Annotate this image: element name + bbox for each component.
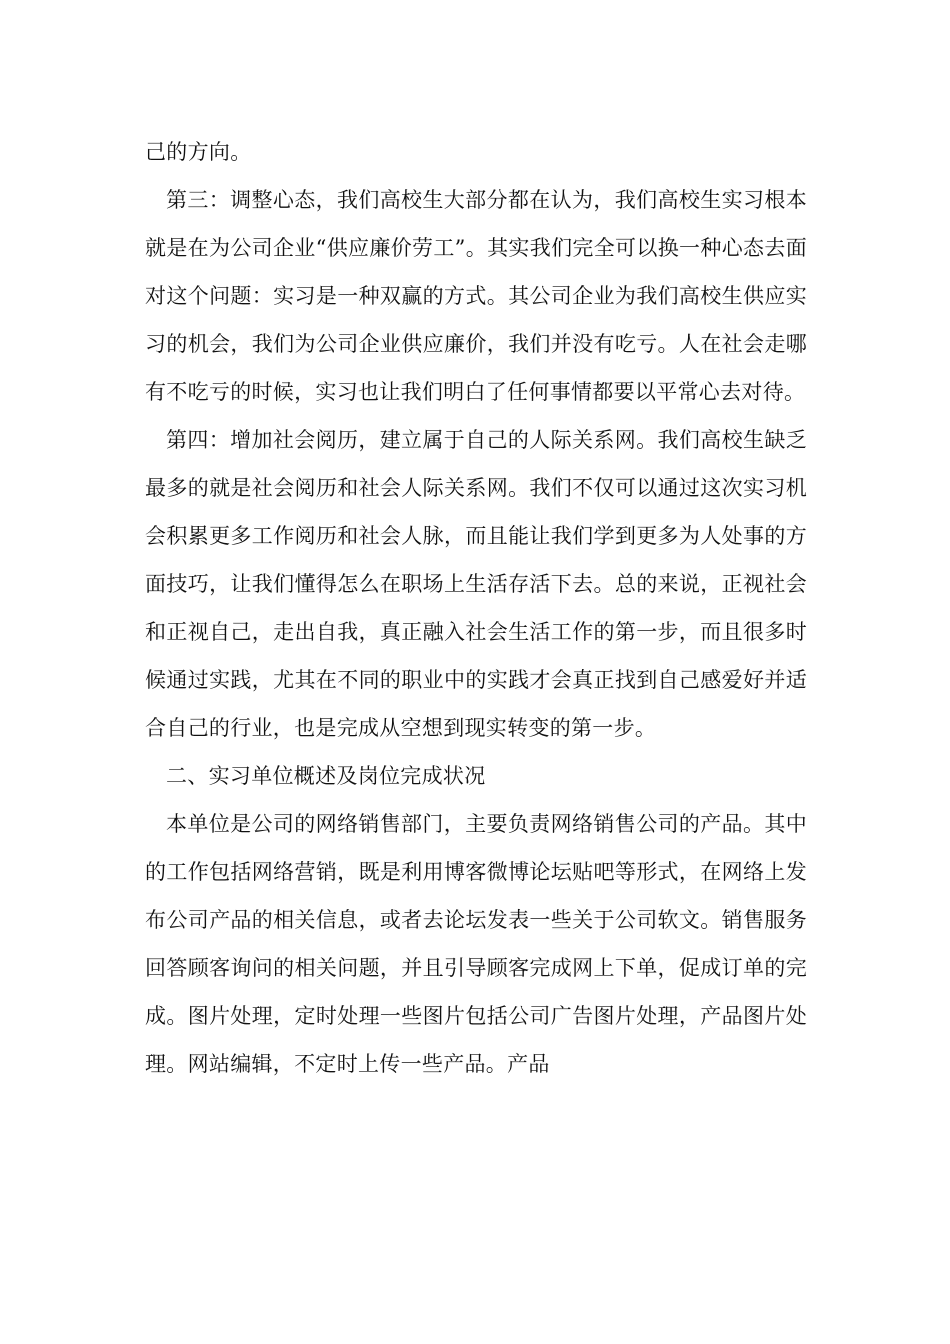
- paragraph-continuation: 己的方向。: [145, 140, 252, 164]
- paragraph-third-point: 第三：调整心态，我们高校生大部分都在认为，我们高校生实习根本就是在为公司企业“供应廉价劳工”。其实我们完全可以换一种心态去面对这个问题：实习是一种双赢的方式。其公司企业为我们高校生供应实习的机会，我们为公司企业供应廉价，我们并没有吃亏。人在社会走哪有不吃亏的时候，实习也让我们明白了任何事情都要以平常心去对待。: [145, 188, 807, 404]
- section-heading: 二、实习单位概述及岗位完成状况: [166, 764, 486, 788]
- document-body: [145, 128, 807, 1088]
- paragraph-fourth-point: 第四：增加社会阅历，建立属于自己的人际关系网。我们高校生缺乏最多的就是社会阅历和社会人际关系网。我们不仅可以通过这次实习机会积累更多工作阅历和社会人脉，而且能让我们学到更多为人处事的方面技巧，让我们懂得怎么在职场上生活存活下去。总的来说，正视社会和正视自己，走出自我，真正融入社会生活工作的第一步，而且很多时候通过实践，尤其在不同的职业中的实践才会真正找到自己感爱好并适合自己的行业，也是完成从空想到现实转变的第一步。: [145, 428, 807, 740]
- paragraph-unit-overview: 本单位是公司的网络销售部门，主要负责网络销售公司的产品。其中的工作包括网络营销，既是利用博客微博论坛贴吧等形式，在网络上发布公司产品的相关信息，或者去论坛发表一些关于公司软文。销售服务回答顾客询问的相关问题，并且引导顾客完成网上下单，促成订单的完成。图片处理，定时处理一些图片包括公司广告图片处理，产品图片处理。网站编辑，不定时上传一些产品。产品: [145, 812, 807, 1076]
